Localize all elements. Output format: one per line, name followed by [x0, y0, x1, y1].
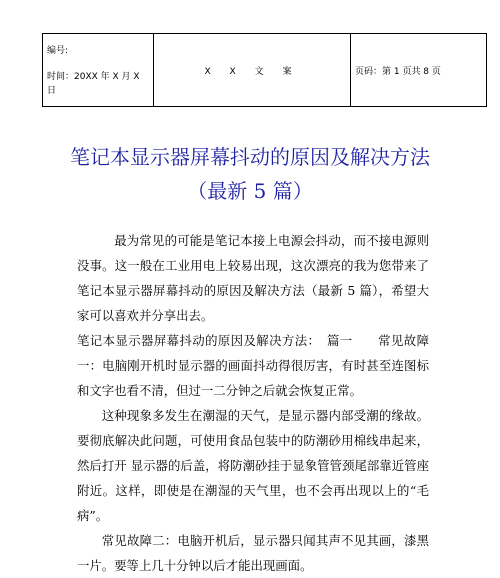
body-paragraph-fault-two: 常见故障二：电脑开机后，显示器只闻其声不见其画，漆黑一片。要等上几十分钟以后才能出现画面。 [77, 533, 429, 573]
body-paragraph-cause: 这种现象多发生在潮湿的天气，是显示器内部受潮的缘故。要彻底解决此问题，可使用食品包装中的防潮砂用棉线串起来，然后打开 显示器的后盖，将防潮砂挂于显象管管颈尾部靠近管座附近。这样，即使是在潮湿的天气里，也不会再出现以上的“毛病”。 [77, 408, 429, 523]
header-meta-cell [43, 34, 154, 107]
body-paragraph-intro: 最为常见的可能是笔记本接上电源会抖动，而不接电源则没事。这一般在工业用电上较易出现，这次漂亮的我为您带来了笔记本显示器屏幕抖动的原因及解决方法（最新 5 篇），希望大家可以喜欢并分享出去。 [77, 233, 429, 323]
body-paragraph-fault-one: 笔记本显示器屏幕抖动的原因及解决方法： 篇一 常见故障一：电脑刚开机时显示器的画面抖动得很厉害，有时甚至连图标和文字也看不清，但过一二分钟之后就会恢复正常。 [77, 333, 429, 398]
document-header-table [42, 33, 487, 107]
document-body [77, 228, 429, 578]
document-number-label: 编号: [47, 46, 69, 56]
document-time-label: 时间：20XX 年 X 月 X 日 [47, 72, 140, 96]
header-page-info: 页码：第 1 页共 8 页 [351, 34, 487, 107]
document-title: 笔记本显示器屏幕抖动的原因及解决方法（最新 5 篇） [70, 145, 430, 203]
header-center-title: X X 文 案 [154, 34, 351, 107]
